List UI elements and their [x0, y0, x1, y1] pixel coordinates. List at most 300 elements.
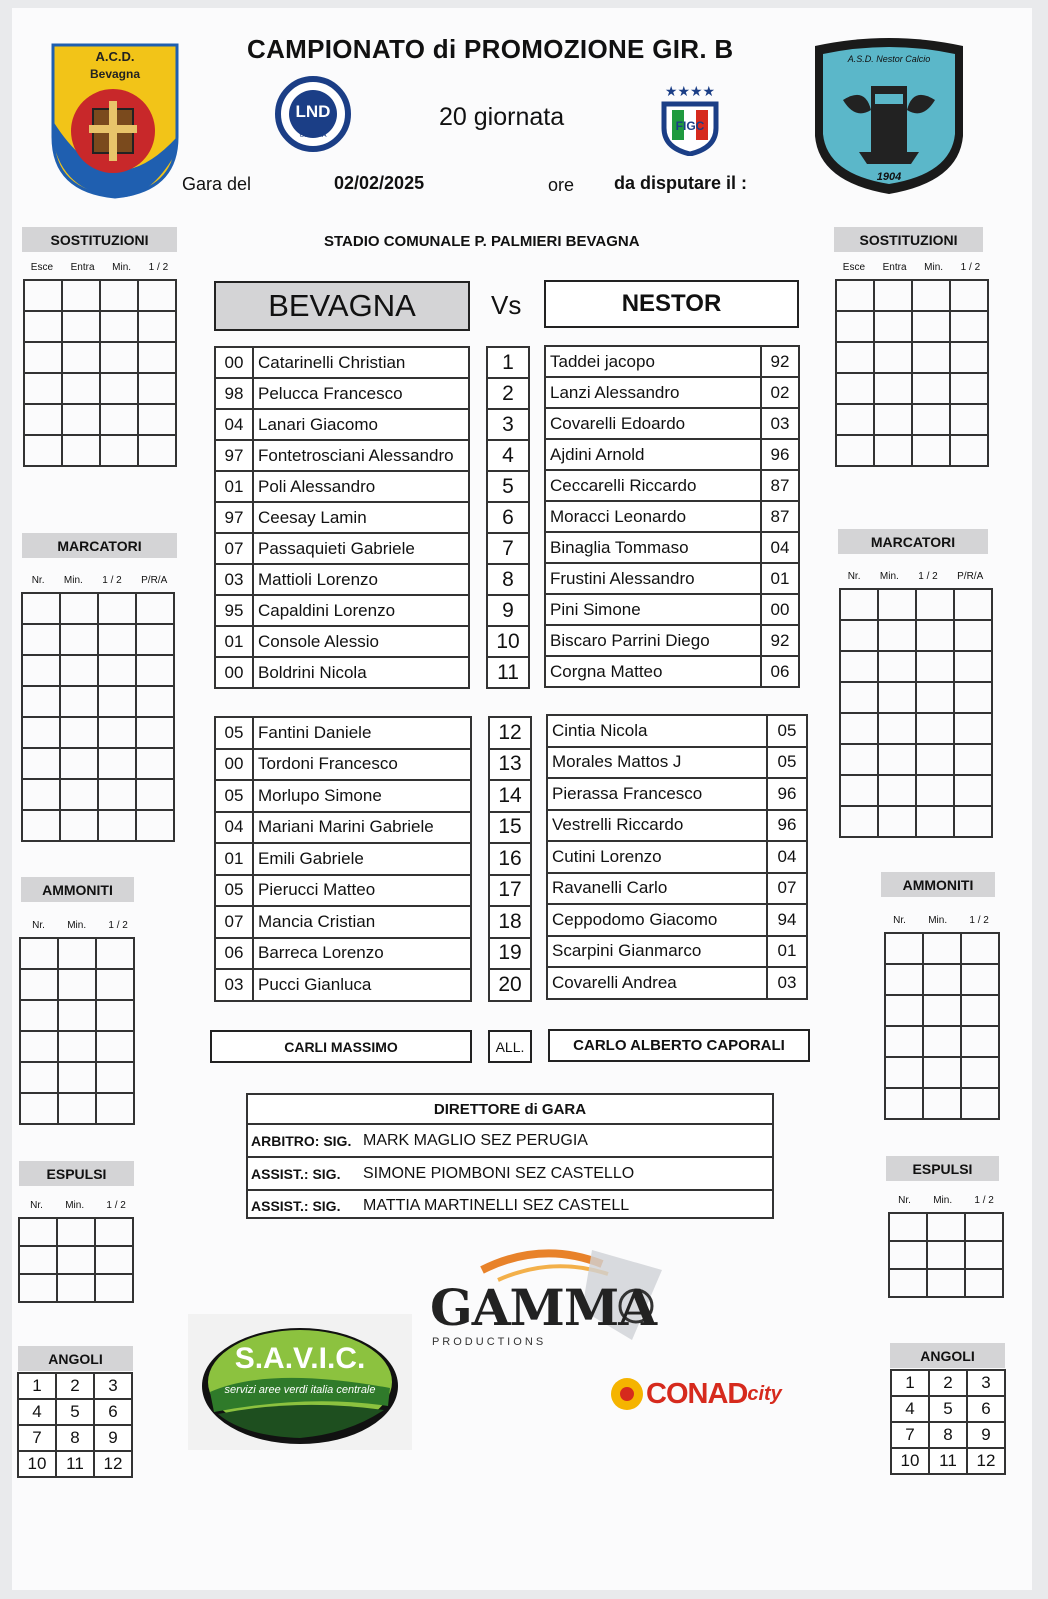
- grid-cell[interactable]: [878, 589, 916, 620]
- grid-cell[interactable]: [100, 404, 138, 435]
- grid-cell[interactable]: [885, 964, 923, 995]
- marcatori-cols-left: Nr. Min. 1 / 2 P/R/A: [31, 575, 168, 586]
- player-birth-year: 95: [215, 595, 253, 626]
- grid-row: [19, 1274, 133, 1302]
- corner-cell[interactable]: 6: [967, 1396, 1005, 1422]
- player-row: [215, 502, 469, 533]
- shirt-number-row: [487, 471, 529, 502]
- grid-cell[interactable]: [60, 655, 98, 686]
- grid-cell[interactable]: [24, 342, 62, 373]
- grid-cell[interactable]: [22, 593, 60, 624]
- grid-cell[interactable]: [20, 1000, 58, 1031]
- savic-sub: servizi aree verdi italia centrale: [224, 1384, 376, 1396]
- player-name: Pierucci Matteo: [253, 875, 471, 907]
- grid-cell[interactable]: [950, 342, 988, 373]
- grid-row: [24, 280, 176, 311]
- corner-cell[interactable]: 6: [94, 1399, 132, 1425]
- corner-cell[interactable]: 1: [891, 1370, 929, 1396]
- grid-cell[interactable]: [912, 435, 950, 466]
- grid-cell[interactable]: [874, 435, 912, 466]
- grid-cell[interactable]: [136, 686, 174, 717]
- player-birth-year: 03: [215, 564, 253, 595]
- away-starters-table: [544, 345, 800, 688]
- corner-cell[interactable]: 2: [929, 1370, 967, 1396]
- grid-cell[interactable]: [22, 624, 60, 655]
- grid-cell[interactable]: [22, 717, 60, 748]
- ammoniti-label-right: AMMONITI: [881, 872, 995, 897]
- player-birth-year: 04: [215, 409, 253, 440]
- vs-label: Vs: [491, 290, 522, 320]
- player-row: [215, 780, 471, 812]
- grid-cell[interactable]: [874, 280, 912, 311]
- assistant2-role: ASSIST.: SIG.: [251, 1198, 341, 1214]
- grid-cell[interactable]: [58, 1093, 96, 1124]
- grid-cell[interactable]: [916, 589, 954, 620]
- grid-cell[interactable]: [58, 1031, 96, 1062]
- grid-cell[interactable]: [57, 1274, 95, 1302]
- grid-cell[interactable]: [62, 404, 100, 435]
- grid-cell[interactable]: [840, 651, 878, 682]
- away-logo: [809, 36, 969, 198]
- grid-cell[interactable]: [889, 1269, 927, 1297]
- grid-cell[interactable]: [96, 938, 134, 969]
- grid-cell[interactable]: [923, 1088, 961, 1119]
- player-name: Emili Gabriele: [253, 843, 471, 875]
- player-name: Ceppodomo Giacomo: [547, 904, 767, 936]
- grid-cell[interactable]: [98, 593, 136, 624]
- player-row: [215, 595, 469, 626]
- grid-cell[interactable]: [58, 1000, 96, 1031]
- grid-cell[interactable]: [62, 311, 100, 342]
- grid-cell[interactable]: [961, 964, 999, 995]
- grid-cell[interactable]: [950, 404, 988, 435]
- grid-cell[interactable]: [58, 938, 96, 969]
- grid-cell[interactable]: [874, 342, 912, 373]
- grid-cell[interactable]: [96, 969, 134, 1000]
- grid-cell[interactable]: [836, 435, 874, 466]
- grid-cell[interactable]: [62, 280, 100, 311]
- shirt-number-row: [489, 812, 531, 844]
- grid-cell[interactable]: [24, 404, 62, 435]
- grid-cell[interactable]: [965, 1213, 1003, 1241]
- grid-cell[interactable]: [22, 748, 60, 779]
- grid-cell[interactable]: [138, 435, 176, 466]
- grid-cell[interactable]: [954, 775, 992, 806]
- grid-cell[interactable]: [836, 404, 874, 435]
- gamma-sub: P R O D U C T I O N S: [432, 1336, 544, 1348]
- grid-cell[interactable]: [98, 779, 136, 810]
- player-birth-year: 92: [761, 346, 799, 377]
- grid-cell[interactable]: [950, 311, 988, 342]
- corner-cell[interactable]: 4: [891, 1396, 929, 1422]
- grid-cell[interactable]: [923, 933, 961, 964]
- grid-cell[interactable]: [100, 435, 138, 466]
- player-birth-year: 97: [215, 502, 253, 533]
- grid-cell[interactable]: [965, 1269, 1003, 1297]
- grid-cell[interactable]: [916, 744, 954, 775]
- grid-cell[interactable]: [96, 1062, 134, 1093]
- grid-cell[interactable]: [885, 933, 923, 964]
- sostituzioni-grid-left[interactable]: [23, 279, 177, 467]
- grid-cell[interactable]: [60, 810, 98, 841]
- match-sheet: [12, 8, 1032, 1590]
- grid-cell[interactable]: [138, 404, 176, 435]
- grid-cell[interactable]: [878, 744, 916, 775]
- player-birth-year: 87: [761, 470, 799, 501]
- grid-cell[interactable]: [916, 682, 954, 713]
- grid-row: [885, 933, 999, 964]
- corner-cell[interactable]: 8: [56, 1425, 94, 1451]
- corner-cell[interactable]: 10: [891, 1448, 929, 1474]
- grid-cell[interactable]: [24, 311, 62, 342]
- shirt-number: 13: [489, 749, 531, 781]
- grid-row: [885, 1088, 999, 1119]
- grid-row: [836, 280, 988, 311]
- marcatori-grid-right[interactable]: [839, 588, 993, 838]
- corner-cell[interactable]: 5: [929, 1396, 967, 1422]
- grid-cell[interactable]: [62, 373, 100, 404]
- grid-cell[interactable]: [954, 806, 992, 837]
- grid-cell[interactable]: [923, 964, 961, 995]
- grid-cell[interactable]: [927, 1269, 965, 1297]
- grid-cell[interactable]: [912, 280, 950, 311]
- grid-cell[interactable]: [961, 1026, 999, 1057]
- grid-cell[interactable]: [136, 717, 174, 748]
- away-coach-name: CARLO ALBERTO CAPORALI: [573, 1037, 785, 1054]
- grid-cell[interactable]: [96, 1000, 134, 1031]
- grid-cell[interactable]: [836, 373, 874, 404]
- player-row: [545, 470, 799, 501]
- player-birth-year: 01: [215, 471, 253, 502]
- corner-cell[interactable]: 12: [94, 1451, 132, 1477]
- shirt-number-row: [489, 717, 531, 749]
- grid-cell[interactable]: [878, 651, 916, 682]
- corner-cell[interactable]: 11: [56, 1451, 94, 1477]
- grid-cell[interactable]: [965, 1241, 1003, 1269]
- shirt-number-row: [487, 533, 529, 564]
- grid-cell[interactable]: [954, 589, 992, 620]
- grid-cell[interactable]: [136, 593, 174, 624]
- grid-cell[interactable]: [60, 717, 98, 748]
- stadium: STADIO COMUNALE P. PALMIERI BEVAGNA: [324, 233, 640, 250]
- grid-cell[interactable]: [885, 1026, 923, 1057]
- grid-cell[interactable]: [136, 810, 174, 841]
- grid-cell[interactable]: [58, 969, 96, 1000]
- grid-row: [22, 624, 174, 655]
- player-name: Ceesay Lamin: [253, 502, 469, 533]
- grid-cell[interactable]: [57, 1246, 95, 1274]
- player-name: Console Alessio: [253, 626, 469, 657]
- grid-cell[interactable]: [923, 1057, 961, 1088]
- grid-cell[interactable]: [885, 1057, 923, 1088]
- grid-row: [889, 1269, 1003, 1297]
- player-birth-year: 01: [767, 936, 807, 968]
- player-row: [547, 873, 807, 905]
- grid-cell[interactable]: [24, 280, 62, 311]
- corner-cell[interactable]: 1: [18, 1373, 56, 1399]
- grid-cell[interactable]: [840, 620, 878, 651]
- grid-cell[interactable]: [912, 373, 950, 404]
- grid-cell[interactable]: [840, 744, 878, 775]
- corner-cell[interactable]: 4: [18, 1399, 56, 1425]
- grid-cell[interactable]: [954, 682, 992, 713]
- grid-cell[interactable]: [878, 713, 916, 744]
- sostituzioni-cols-right: Esce Entra Min. 1 / 2: [842, 262, 981, 273]
- grid-cell[interactable]: [874, 373, 912, 404]
- grid-cell[interactable]: [961, 1057, 999, 1088]
- player-row: [545, 408, 799, 439]
- player-name: Lanzi Alessandro: [545, 377, 761, 408]
- grid-cell[interactable]: [840, 682, 878, 713]
- corner-cell[interactable]: 8: [929, 1422, 967, 1448]
- grid-cell[interactable]: [95, 1218, 133, 1246]
- grid-cell[interactable]: [57, 1218, 95, 1246]
- espulsi-grid-left[interactable]: [18, 1217, 134, 1303]
- grid-cell[interactable]: [138, 280, 176, 311]
- grid-cell[interactable]: [912, 311, 950, 342]
- grid-row: [22, 779, 174, 810]
- corner-cell[interactable]: 11: [929, 1448, 967, 1474]
- grid-cell[interactable]: [24, 435, 62, 466]
- grid-cell[interactable]: [878, 620, 916, 651]
- grid-cell[interactable]: [961, 933, 999, 964]
- grid-cell[interactable]: [138, 342, 176, 373]
- grid-cell[interactable]: [58, 1062, 96, 1093]
- grid-cell[interactable]: [62, 435, 100, 466]
- grid-cell[interactable]: [60, 686, 98, 717]
- grid-cell[interactable]: [923, 995, 961, 1026]
- grid-cell[interactable]: [954, 713, 992, 744]
- sub-numbers: [488, 716, 532, 1002]
- player-birth-year: 96: [767, 810, 807, 842]
- grid-cell[interactable]: [22, 655, 60, 686]
- grid-cell[interactable]: [954, 620, 992, 651]
- grid-cell[interactable]: [889, 1241, 927, 1269]
- grid-cell[interactable]: [98, 810, 136, 841]
- grid-cell[interactable]: [62, 342, 100, 373]
- shirt-number: 2: [487, 378, 529, 409]
- grid-cell[interactable]: [60, 624, 98, 655]
- grid-cell[interactable]: [916, 651, 954, 682]
- ammoniti-grid-left[interactable]: [19, 937, 135, 1125]
- player-row: [547, 967, 807, 999]
- player-row: [545, 532, 799, 563]
- page-title: CAMPIONATO di PROMOZIONE GIR. B: [247, 34, 734, 64]
- grid-cell[interactable]: [136, 748, 174, 779]
- grid-cell[interactable]: [878, 682, 916, 713]
- grid-cell[interactable]: [836, 311, 874, 342]
- grid-row: [840, 651, 992, 682]
- grid-cell[interactable]: [98, 717, 136, 748]
- conad-logo: [610, 1374, 830, 1414]
- grid-cell[interactable]: [954, 744, 992, 775]
- grid-cell[interactable]: [840, 589, 878, 620]
- grid-cell[interactable]: [100, 342, 138, 373]
- player-name: Ceccarelli Riccardo: [545, 470, 761, 501]
- espulsi-grid-right[interactable]: [888, 1212, 1004, 1298]
- grid-cell[interactable]: [927, 1241, 965, 1269]
- grid-cell[interactable]: [100, 311, 138, 342]
- shirt-number: 10: [487, 626, 529, 657]
- player-row: [215, 749, 471, 781]
- grid-cell[interactable]: [96, 1093, 134, 1124]
- grid-cell[interactable]: [24, 373, 62, 404]
- grid-cell[interactable]: [836, 280, 874, 311]
- player-birth-year: 00: [215, 749, 253, 781]
- grid-cell[interactable]: [22, 686, 60, 717]
- corner-cell[interactable]: 9: [94, 1425, 132, 1451]
- shirt-number: 4: [487, 440, 529, 471]
- player-name: Covarelli Andrea: [547, 967, 767, 999]
- grid-cell[interactable]: [138, 373, 176, 404]
- grid-cell[interactable]: [916, 806, 954, 837]
- grid-cell[interactable]: [19, 1246, 57, 1274]
- angoli-label-left: ANGOLI: [18, 1346, 133, 1371]
- corner-cell[interactable]: 10: [18, 1451, 56, 1477]
- grid-cell[interactable]: [60, 593, 98, 624]
- grid-cell[interactable]: [878, 806, 916, 837]
- grid-cell[interactable]: [100, 373, 138, 404]
- home-coach-name: CARLI MASSIMO: [284, 1038, 398, 1055]
- player-birth-year: 96: [761, 439, 799, 470]
- shirt-number-row: [489, 875, 531, 907]
- player-birth-year: 00: [215, 657, 253, 688]
- grid-row: [889, 1241, 1003, 1269]
- home-team-name: BEVAGNA: [268, 288, 416, 323]
- assistant1-name: SIMONE PIOMBONI SEZ CASTELLO: [363, 1164, 635, 1182]
- shirt-number: 1: [487, 347, 529, 378]
- grid-cell[interactable]: [20, 1062, 58, 1093]
- grid-cell[interactable]: [22, 810, 60, 841]
- grid-cell[interactable]: [878, 775, 916, 806]
- player-row: [215, 969, 471, 1001]
- grid-row: [22, 810, 174, 841]
- grid-cell[interactable]: [98, 624, 136, 655]
- grid-cell[interactable]: [950, 435, 988, 466]
- corner-cell[interactable]: 7: [18, 1425, 56, 1451]
- corner-cell[interactable]: 12: [967, 1448, 1005, 1474]
- corner-cell[interactable]: 9: [967, 1422, 1005, 1448]
- grid-cell[interactable]: [19, 1274, 57, 1302]
- player-name: Fantini Daniele: [253, 717, 471, 749]
- player-birth-year: 05: [767, 747, 807, 779]
- grid-cell[interactable]: [927, 1213, 965, 1241]
- grid-cell[interactable]: [912, 342, 950, 373]
- corner-cell[interactable]: 5: [56, 1399, 94, 1425]
- player-birth-year: 98: [215, 378, 253, 409]
- grid-cell[interactable]: [840, 806, 878, 837]
- grid-cell[interactable]: [836, 342, 874, 373]
- grid-cell[interactable]: [916, 775, 954, 806]
- grid-cell[interactable]: [136, 655, 174, 686]
- grid-cell[interactable]: [98, 748, 136, 779]
- grid-cell[interactable]: [22, 779, 60, 810]
- corner-cell[interactable]: 3: [94, 1373, 132, 1399]
- corner-cell[interactable]: 3: [967, 1370, 1005, 1396]
- marcatori-grid-left[interactable]: [21, 592, 175, 842]
- grid-cell[interactable]: [874, 311, 912, 342]
- grid-cell[interactable]: [98, 655, 136, 686]
- grid-cell[interactable]: [98, 686, 136, 717]
- grid-cell[interactable]: [138, 311, 176, 342]
- grid-cell[interactable]: [840, 713, 878, 744]
- player-row: [215, 843, 471, 875]
- grid-cell[interactable]: [961, 1088, 999, 1119]
- home-logo-line1: A.C.D.: [95, 49, 135, 64]
- savic-name: S.A.V.I.C.: [234, 1342, 366, 1375]
- grid-cell[interactable]: [95, 1274, 133, 1302]
- grid-cell[interactable]: [19, 1218, 57, 1246]
- grid-cell[interactable]: [961, 995, 999, 1026]
- player-birth-year: 92: [761, 625, 799, 656]
- player-name: Cintia Nicola: [547, 715, 767, 747]
- grid-cell[interactable]: [840, 775, 878, 806]
- player-name: Covarelli Edoardo: [545, 408, 761, 439]
- grid-cell[interactable]: [950, 280, 988, 311]
- player-row: [547, 936, 807, 968]
- grid-cell[interactable]: [20, 969, 58, 1000]
- grid-cell[interactable]: [916, 713, 954, 744]
- shirt-number: 19: [489, 938, 531, 970]
- espulsi-cols-right: Nr. Min. 1 / 2: [898, 1195, 994, 1206]
- grid-cell[interactable]: [100, 280, 138, 311]
- grid-row: [840, 620, 992, 651]
- grid-cell[interactable]: [889, 1213, 927, 1241]
- grid-cell[interactable]: [874, 404, 912, 435]
- direttore-title: DIRETTORE di GARA: [433, 1100, 587, 1118]
- player-birth-year: 07: [215, 906, 253, 938]
- grid-row: [24, 435, 176, 466]
- grid-row: [24, 373, 176, 404]
- grid-cell[interactable]: [20, 1031, 58, 1062]
- away-coach: [548, 1029, 810, 1062]
- shirt-number: 14: [489, 780, 531, 812]
- grid-cell[interactable]: [923, 1026, 961, 1057]
- grid-row: [836, 404, 988, 435]
- angoli-grid-left[interactable]: [17, 1372, 133, 1478]
- grid-cell[interactable]: [950, 373, 988, 404]
- grid-row: [840, 713, 992, 744]
- ammoniti-grid-right[interactable]: [884, 932, 1000, 1120]
- grid-cell[interactable]: [60, 748, 98, 779]
- player-name: Taddei jacopo: [545, 346, 761, 377]
- corner-cell[interactable]: 2: [56, 1373, 94, 1399]
- sostituzioni-grid-right[interactable]: [835, 279, 989, 467]
- player-row: [215, 564, 469, 595]
- grid-cell[interactable]: [20, 1093, 58, 1124]
- player-row: [215, 812, 471, 844]
- grid-cell[interactable]: [885, 995, 923, 1026]
- ammoniti-label-left: AMMONITI: [21, 877, 134, 902]
- corner-cell[interactable]: 7: [891, 1422, 929, 1448]
- player-birth-year: 04: [215, 812, 253, 844]
- grid-cell[interactable]: [95, 1246, 133, 1274]
- grid-cell[interactable]: [912, 404, 950, 435]
- grid-cell[interactable]: [916, 620, 954, 651]
- marcatori-label-right: MARCATORI: [838, 529, 988, 554]
- grid-cell[interactable]: [60, 779, 98, 810]
- player-row: [215, 347, 469, 378]
- grid-cell[interactable]: [20, 938, 58, 969]
- angoli-grid-right[interactable]: [890, 1369, 1006, 1475]
- player-row: [545, 563, 799, 594]
- grid-cell[interactable]: [885, 1088, 923, 1119]
- grid-cell[interactable]: [136, 624, 174, 655]
- grid-cell[interactable]: [136, 779, 174, 810]
- grid-cell[interactable]: [96, 1031, 134, 1062]
- player-name: Moracci Leonardo: [545, 501, 761, 532]
- grid-cell[interactable]: [954, 651, 992, 682]
